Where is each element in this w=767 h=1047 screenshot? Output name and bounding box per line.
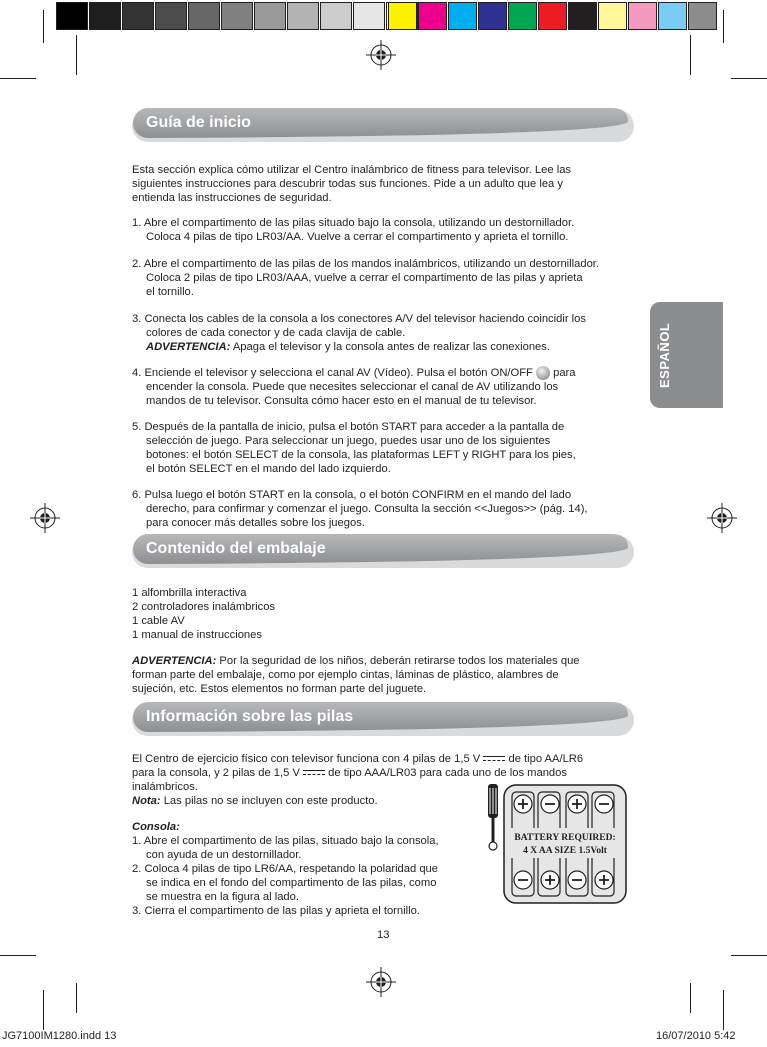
guide-step-6: 6. Pulsa luego el botón START en la consola, o el botón CONFIRM en el mando del lado derecho, para confirmar y comenzar el juego. Consulta la sección <<Juegos>> (pág. 14), para conocer más detalles sobre los juegos. [132,489,588,529]
list-item: 1 manual de instrucciones [132,629,262,641]
color-swatch [448,2,477,30]
color-swatch [688,2,717,30]
color-swatch [388,2,417,30]
list-item: 1 cable AV [132,615,185,627]
gray-swatch [221,2,253,30]
guide-step-2: 2. Abre el compartimento de las pilas de los mandos inalámbricos, utilizando un destornillador. Coloca 2 pilas de tipo LR03/AAA, vuelve a cerrar el compartimento de las pilas y aprieta el tornillo. [132,258,600,298]
gray-swatch [122,2,154,30]
guide-step-4: 4. Enciende el televisor y selecciona el canal AV (Vídeo). Pulsa el botón ON/OFF para encender la consola. Puede que necesites seleccionar el canal de AV utilizando los mandos de tu televisor. Consulta cómo hacer esto en el manual de tu televisor. [132,367,576,408]
list-item: 2 controladores inalámbricos [132,601,276,613]
language-side-tab [650,302,723,408]
battery-compartment-figure [484,782,630,906]
on-off-button-icon [536,366,550,380]
registration-mark-right [707,503,737,533]
gray-swatch [56,2,88,30]
gray-swatch [287,2,319,30]
color-swatch [418,2,447,30]
screwdriver-icon [488,784,498,850]
registration-mark-left [30,503,60,533]
svg-text:4 X AA SIZE 1.5Volt: 4 X AA SIZE 1.5Volt [523,846,607,856]
gray-swatch [320,2,352,30]
gray-swatch [254,2,286,30]
registration-mark-bottom [366,967,396,997]
list-item: 1 alfombrilla interactiva [132,587,247,599]
language-label: ESPAÑOL [657,322,672,388]
dc-symbol-icon [483,755,505,763]
color-swatch [478,2,507,30]
section-title: Guía de inicio [146,114,251,131]
package-warning: ADVERTENCIA: Por la seguridad de los niños, deberán retirarse todos los materiales que forman parte del embalaje, como por ejemplo cintas, láminas de plástico, alambres de sujeción, etc. Estos elementos no forman parte del juguete. [132,655,580,695]
registration-mark-top [366,40,396,70]
svg-text:BATTERY REQUIRED:: BATTERY REQUIRED: [514,833,616,843]
footer-date-slug: 16/07/2010 5:42 [656,1030,736,1042]
section-header-batteries [132,702,634,736]
section-header-package [132,534,634,568]
guide-step-5: 5. Después de la pantalla de inicio, pulsa el botón START para acceder a la pantalla de selección de juego. Para seleccionar un juego, puedes usar uno de los siguientes botones: el botón SELECT de la consola, las plataformas LEFT y RIGHT para los pies, el botón SELECT en el mando del lado izquierdo. [132,421,576,475]
batteries-intro: El Centro de ejercicio físico con televisor funciona con 4 pilas de 1,5 V de tipo AA/LR6 para la consola, y 2 pilas de 1,5 V de tipo AAA/LR03 para cada uno de los mandos inalámbricos. Nota: Las pilas no se incluyen con este producto. [132,753,584,807]
section-header-guide [132,108,634,142]
gray-swatch [155,2,187,30]
color-swatch [538,2,567,30]
dc-symbol-icon [303,769,325,777]
page-number: 13 [377,929,390,941]
guide-intro: Esta sección explica cómo utilizar el Centro inalámbrico de fitness para televisor. Lee las siguientes instrucciones para descubrir todas sus funciones. Pide a un adulto que lea y entienda las instrucciones de seguridad. [132,164,572,204]
batteries-note: Nota: Las pilas no se incluyen con este producto. [132,795,378,807]
section-title: Información sobre las pilas [146,708,354,725]
color-swatch [508,2,537,30]
console-instructions: Consola: 1. Abre el compartimento de las pilas, situado bajo la consola, con ayuda de un destornillador. 2. Coloca 4 pilas de tipo LR6/AA, respetando la polaridad que se indica en el fondo del compartimento de las pilas, como se muestra en la figura al lado. 3. Cierra el compartimento de las pilas y aprieta el tornillo. [132,821,439,917]
package-items [132,586,275,642]
guide-step-3: 3. Conecta los cables de la consola a los conectores A/V del televisor haciendo coincidir los colores de cada conector y de cada clavija de cable. ADVERTENCIA: Apaga el televisor y la consola antes de realizar las conexiones. [132,313,586,353]
gray-swatch [353,2,385,30]
gray-swatch [89,2,121,30]
guide-step-1: 1. Abre el compartimento de las pilas situado bajo la consola, utilizando un destornillador. Coloca 4 pilas de tipo LR03/AA. Vuelve a cerrar el compartimento y aprieta el tornillo. [132,217,575,243]
color-swatch [568,2,597,30]
color-swatch [658,2,687,30]
color-swatch [598,2,627,30]
footer-file-slug: JG7100IM1280.indd 13 [2,1030,117,1042]
guide-step-3-warning: ADVERTENCIA: Apaga el televisor y la consola antes de realizar las conexiones. [146,341,550,353]
gray-swatch [188,2,220,30]
color-swatch [628,2,657,30]
section-title: Contenido del embalaje [146,540,326,557]
